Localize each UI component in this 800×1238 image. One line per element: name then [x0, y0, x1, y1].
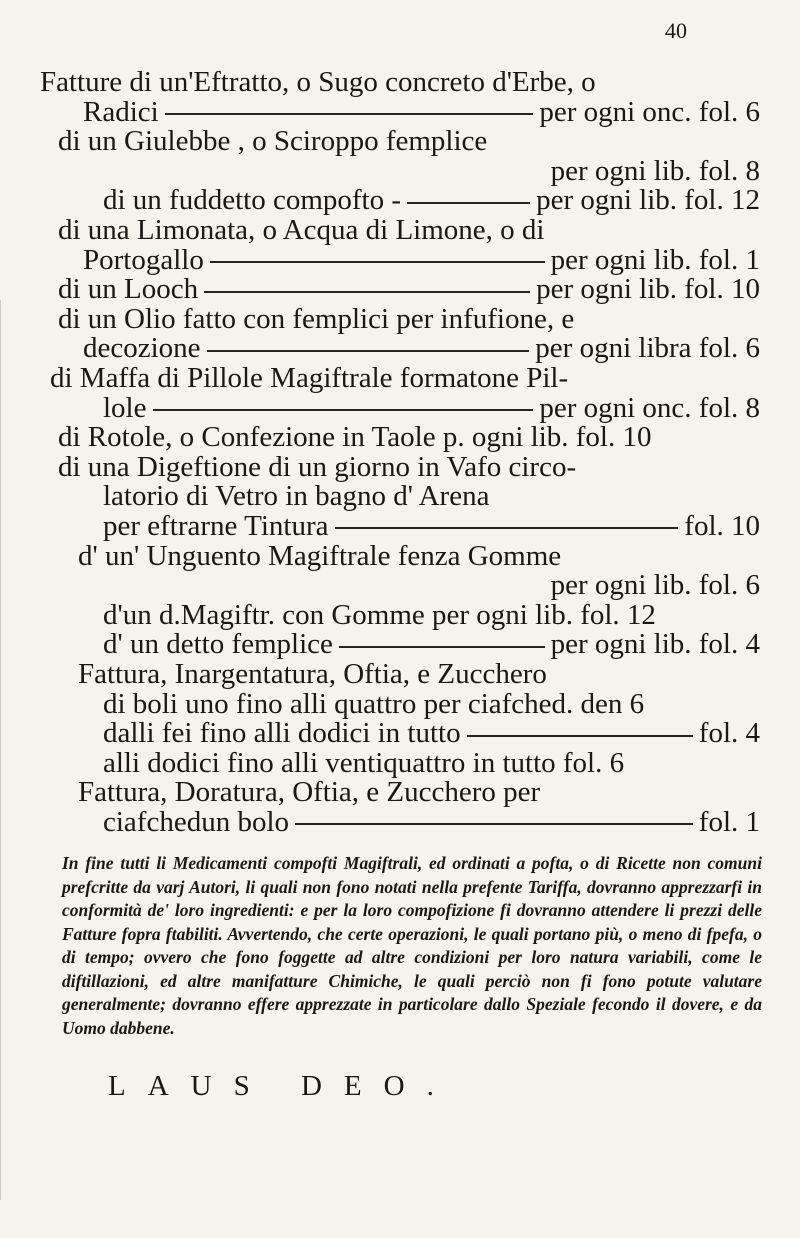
line-text: d' un detto femplice — [103, 628, 333, 661]
leader-dash — [165, 113, 534, 115]
leader-dash — [467, 735, 693, 737]
line-text: d'un d.Magiftr. con Gomme per ogni lib. fol. 12 — [103, 598, 656, 631]
tariff-line — [78, 536, 561, 576]
leader-dash — [210, 261, 545, 263]
line-price: per ogni lib. fol. 8 — [550, 154, 760, 187]
leader-dash — [295, 823, 693, 825]
line-text: di Rotole, o Confezione in Taole p. ogni lib. fol. 10 — [58, 421, 652, 454]
line-price: per ogni onc. fol. 8 — [539, 391, 760, 424]
line-text: di un Looch — [58, 273, 199, 306]
leader-dash — [339, 646, 545, 648]
closing-note: In fine tutti li Medicamenti compofti Magiftrali, ed ordinati a pofta, o di Ricette non comuni prefcritte da varj Autori, li quali non fono notati nella prefente Tariffa, dovranno apprezzarfi in conformità de' loro ingredienti: e per la loro compofizione fi dovranno attendere li prezzi delle Fatture fopra ftabiliti. Avvertendo, che certe operazioni, le quali portano più, o meno di fpefa, o di tempo; ovvero che fono foggette ad altre condizioni per loro natura variabili, come le diftillazioni, ed altre manifatture Chimiche, le quali perciò non fi fono potute valutare generalmente; dovranno effere apprezzate in particolare dallo Speziale fecondo il dovere, e da Uomo dabbene. — [62, 853, 762, 1038]
line-text: decozione — [83, 332, 201, 365]
line-price: per ogni lib. fol. 1 — [550, 243, 760, 276]
line-text: Portogallo — [83, 243, 204, 276]
line-text: per eftrarne Tintura — [103, 510, 329, 542]
line-text: Fatture di un'Eftratto, o Sugo concreto d'Erbe, o — [40, 66, 596, 98]
line-text: di un Giulebbe , o Sciroppo femplice — [58, 125, 488, 158]
page-edge-shadow — [0, 300, 1, 1200]
tariff-line — [103, 802, 760, 842]
line-price: per ogni lib. fol. 12 — [536, 184, 760, 217]
laus-deo: LAUS DEO. — [108, 1070, 456, 1102]
line-text: Radici — [83, 95, 159, 128]
line-text: di un Olio fatto con femplici per infufione, e — [58, 302, 575, 335]
leader-dash — [153, 409, 534, 411]
line-text: di una Digeftione di un giorno in Vafo circo- — [58, 450, 577, 483]
line-text: d' un' Unguento Magiftrale fenza Gomme — [78, 539, 562, 572]
line-price: per ogni lib. fol. 6 — [550, 569, 760, 602]
tariff-line — [58, 121, 487, 161]
leader-dash — [407, 202, 530, 204]
line-price: per ogni onc. fol. 6 — [539, 95, 760, 128]
line-text: di boli uno fino alli quattro per ciafched. den 6 — [103, 687, 645, 720]
line-text: di una Limonata, o Acqua di Limone, o di — [58, 214, 545, 246]
line-text: Fattura, Doratura, Oftia, e Zucchero per — [78, 776, 541, 809]
line-text: latorio di Vetro in bagno d' Arena — [103, 480, 490, 513]
line-price: per ogni lib. fol. 10 — [536, 273, 760, 306]
line-text: alli dodici fino alli ventiquattro in tutto fol. 6 — [103, 746, 625, 779]
line-price: fol. 4 — [698, 717, 760, 750]
page-number: 40 — [665, 18, 687, 43]
line-price: per ogni lib. fol. 4 — [550, 628, 760, 661]
line-text: di un fuddetto compofto - — [103, 184, 402, 217]
leader-dash — [204, 291, 530, 293]
line-text: lole — [103, 391, 147, 424]
line-text: di Maffa di Pillole Magiftrale formatone Pil- — [50, 362, 569, 394]
line-price: per ogni libra fol. 6 — [535, 332, 760, 365]
leader-dash — [207, 350, 530, 352]
line-text: ciafchedun bolo — [103, 806, 290, 838]
line-price: fol. 10 — [684, 510, 760, 542]
leader-dash — [335, 527, 679, 529]
line-text: Fattura, Inargentatura, Oftia, e Zucchero — [78, 658, 547, 690]
line-text: dalli fei fino alli dodici in tutto — [103, 717, 461, 750]
line-price: fol. 1 — [698, 806, 760, 838]
